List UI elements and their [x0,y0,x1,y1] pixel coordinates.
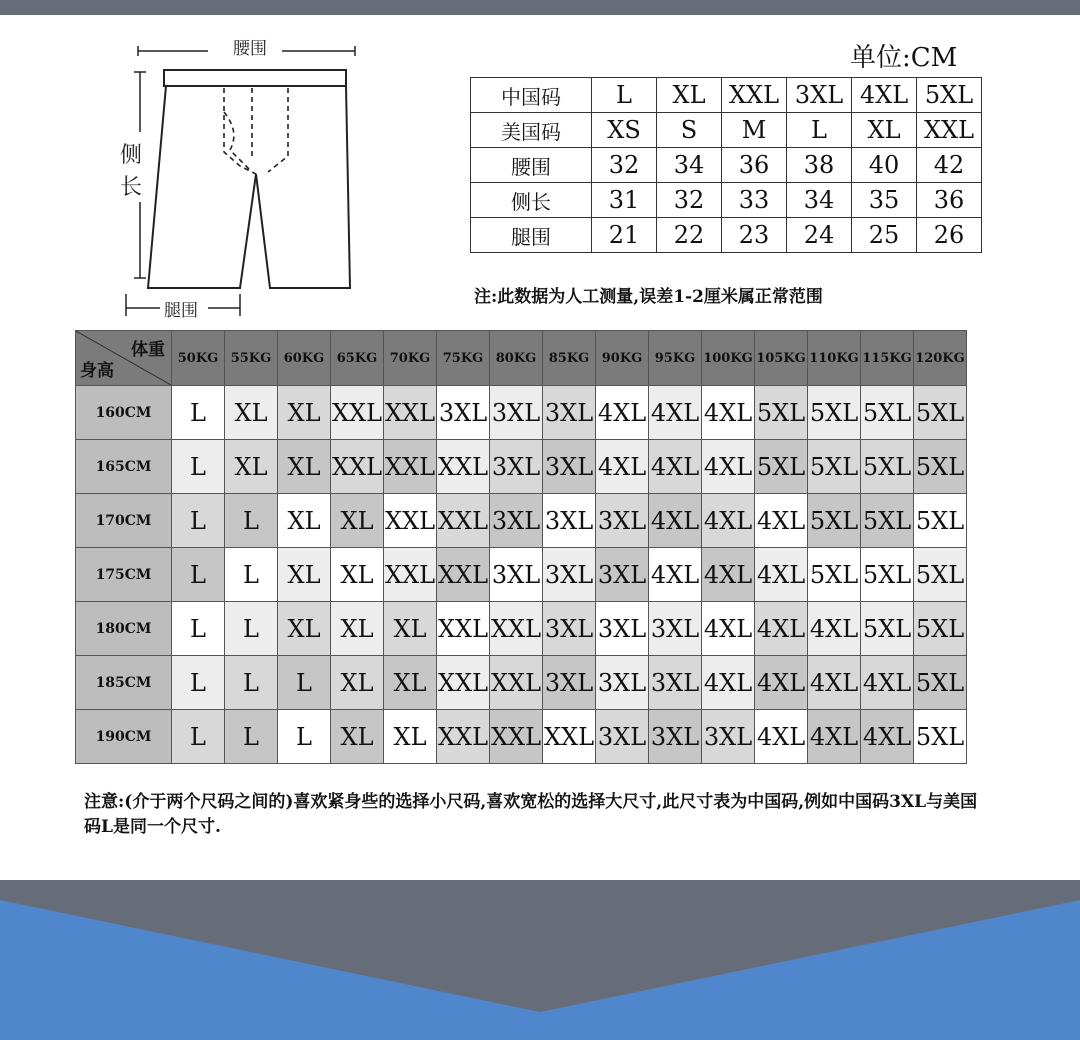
size-cell: XL [384,710,437,764]
size-cell: 4XL [649,494,702,548]
spec-cell: 24 [787,218,852,253]
size-cell: 3XL [543,386,596,440]
size-cell: XXL [490,602,543,656]
size-cell: 4XL [649,548,702,602]
size-cell: XXL [437,656,490,710]
footer-banner [0,880,1080,1040]
size-cell: 5XL [861,386,914,440]
size-cell: 3XL [649,656,702,710]
sizing-note: 注意:(介于两个尺码之间的)喜欢紧身些的选择小尺码,喜欢宽松的选择大尺寸,此尺寸表为中国码,例如中国码3XL与美国码L是同一个尺寸. [84,792,978,837]
grid-row [76,710,967,764]
size-cell: XXL [437,710,490,764]
spec-row [471,78,982,113]
size-cell: L [172,602,225,656]
size-cell: XL [278,440,331,494]
size-cell: 5XL [808,440,861,494]
grid-row [76,602,967,656]
shorts-diagram [100,32,360,332]
corner-weight-label: 体重 [131,340,165,360]
height-header: 165CM [76,440,172,494]
size-cell: 5XL [914,602,967,656]
size-cell: XL [331,494,384,548]
spec-cell: 32 [657,183,722,218]
size-cell: L [225,494,278,548]
size-cell: 4XL [649,440,702,494]
size-cell: 3XL [490,440,543,494]
size-cell: 5XL [914,710,967,764]
size-cell: 4XL [596,440,649,494]
size-cell: XXL [384,440,437,494]
size-cell: XL [278,602,331,656]
size-cell: 5XL [914,548,967,602]
size-spec-table [470,77,982,253]
spec-cell: L [592,78,657,113]
spec-row-label: 美国码 [471,113,592,148]
size-cell: 5XL [861,602,914,656]
spec-cell: 26 [917,218,982,253]
spec-cell: 34 [657,148,722,183]
spec-cell: XS [592,113,657,148]
size-cell: 4XL [596,386,649,440]
size-cell: 4XL [808,710,861,764]
size-cell: XL [278,386,331,440]
weight-header: 50KG [172,331,225,386]
spec-cell: 42 [917,148,982,183]
size-cell: 4XL [702,656,755,710]
weight-header: 115KG [861,331,914,386]
spec-cell: 35 [852,183,917,218]
size-cell: XL [225,440,278,494]
grid-row [76,440,967,494]
weight-header: 110KG [808,331,861,386]
size-cell: 3XL [596,710,649,764]
size-cell: 5XL [914,656,967,710]
size-cell: 4XL [755,548,808,602]
grid-row [76,494,967,548]
size-cell: L [172,386,225,440]
size-cell: 4XL [861,656,914,710]
size-cell: XL [331,710,384,764]
spec-row-label: 腿围 [471,218,592,253]
spec-row [471,218,982,253]
size-cell: L [172,710,225,764]
grid-row [76,386,967,440]
size-cell: XXL [543,710,596,764]
spec-cell: S [657,113,722,148]
height-header: 175CM [76,548,172,602]
size-cell: L [278,710,331,764]
size-cell: 5XL [755,440,808,494]
size-cell: XXL [437,440,490,494]
spec-cell: 33 [722,183,787,218]
size-cell: XL [384,602,437,656]
size-cell: L [278,656,331,710]
spec-cell: 22 [657,218,722,253]
size-cell: 4XL [702,548,755,602]
size-cell: XL [225,386,278,440]
spec-cell: 34 [787,183,852,218]
size-cell: 4XL [755,710,808,764]
height-header: 180CM [76,602,172,656]
size-cell: L [225,602,278,656]
spec-row-label: 腰围 [471,148,592,183]
size-cell: 5XL [861,440,914,494]
size-cell: XXL [437,548,490,602]
size-cell: 3XL [596,494,649,548]
spec-cell: XL [852,113,917,148]
spec-row [471,183,982,218]
size-cell: 3XL [649,602,702,656]
size-cell: XL [384,656,437,710]
spec-row [471,113,982,148]
size-cell: XXL [490,710,543,764]
grid-row [76,548,967,602]
height-header: 185CM [76,656,172,710]
size-cell: XXL [437,494,490,548]
size-cell: XXL [437,602,490,656]
size-cell: 3XL [490,494,543,548]
weight-header: 80KG [490,331,543,386]
size-cell: 4XL [702,602,755,656]
size-cell: 4XL [861,710,914,764]
spec-cell: XL [657,78,722,113]
weight-header: 65KG [331,331,384,386]
grid-row [76,656,967,710]
spec-cell: 23 [722,218,787,253]
size-cell: 3XL [543,494,596,548]
thigh-label: 腿围 [164,301,198,321]
side-label-1: 侧 [120,143,143,168]
spec-cell: L [787,113,852,148]
corner-height-label: 身高 [80,361,114,381]
measurement-note: 注:此数据为人工测量,误差1-2厘米属正常范围 [474,287,823,307]
size-cell: L [172,440,225,494]
size-cell: 3XL [490,548,543,602]
weight-header: 100KG [702,331,755,386]
top-bar [0,0,1080,15]
unit-label: 单位:CM [850,43,958,73]
size-cell: 3XL [596,602,649,656]
size-cell: 3XL [702,710,755,764]
size-cell: 4XL [702,494,755,548]
size-cell: 4XL [755,494,808,548]
height-header: 160CM [76,386,172,440]
size-cell: 4XL [702,386,755,440]
size-cell: XL [331,548,384,602]
size-cell: XXL [384,494,437,548]
spec-cell: 5XL [917,78,982,113]
size-cell: XXL [490,656,543,710]
spec-cell: 4XL [852,78,917,113]
size-cell: 5XL [914,440,967,494]
size-cell: XL [331,656,384,710]
grid-corner [76,331,172,386]
size-cell: 4XL [649,386,702,440]
waist-label: 腰围 [233,39,267,59]
size-cell: 5XL [808,494,861,548]
weight-header: 105KG [755,331,808,386]
size-recommendation-grid [75,330,967,764]
height-header: 190CM [76,710,172,764]
spec-cell: XXL [722,78,787,113]
size-cell: L [172,656,225,710]
size-cell: 5XL [914,494,967,548]
spec-cell: 3XL [787,78,852,113]
size-cell: XXL [384,386,437,440]
size-cell: 5XL [755,386,808,440]
size-cell: 3XL [596,548,649,602]
weight-header: 95KG [649,331,702,386]
size-cell: 3XL [596,656,649,710]
size-cell: 5XL [808,548,861,602]
weight-header: 120KG [914,331,967,386]
size-cell: 3XL [437,386,490,440]
size-cell: XXL [331,386,384,440]
weight-header: 85KG [543,331,596,386]
spec-cell: 31 [592,183,657,218]
spec-cell: 40 [852,148,917,183]
height-header: 170CM [76,494,172,548]
size-cell: XXL [384,548,437,602]
size-cell: L [172,494,225,548]
size-cell: XL [278,548,331,602]
size-cell: 4XL [755,656,808,710]
size-cell: 5XL [861,494,914,548]
size-cell: 5XL [861,548,914,602]
size-cell: 4XL [702,440,755,494]
size-cell: 3XL [490,386,543,440]
size-cell: 5XL [808,386,861,440]
spec-row-label: 中国码 [471,78,592,113]
spec-cell: 25 [852,218,917,253]
size-cell: 3XL [543,602,596,656]
spec-cell: 32 [592,148,657,183]
spec-cell: XXL [917,113,982,148]
spec-cell: 36 [722,148,787,183]
size-cell: 3XL [543,548,596,602]
size-cell: L [225,656,278,710]
size-cell: L [225,548,278,602]
size-cell: 3XL [649,710,702,764]
size-cell: XXL [331,440,384,494]
spec-cell: 38 [787,148,852,183]
size-cell: L [172,548,225,602]
spec-cell: 36 [917,183,982,218]
size-cell: 5XL [914,386,967,440]
size-cell: XL [331,602,384,656]
side-label-2: 长 [120,175,143,200]
weight-header: 70KG [384,331,437,386]
spec-row [471,148,982,183]
size-cell: L [225,710,278,764]
spec-row-label: 侧长 [471,183,592,218]
weight-header: 75KG [437,331,490,386]
weight-header: 55KG [225,331,278,386]
grid-header-row [76,331,967,386]
size-cell: 4XL [808,656,861,710]
size-cell: 3XL [543,440,596,494]
weight-header: 60KG [278,331,331,386]
weight-header: 90KG [596,331,649,386]
size-cell: 4XL [755,602,808,656]
size-cell: 3XL [543,656,596,710]
spec-cell: 21 [592,218,657,253]
spec-cell: M [722,113,787,148]
size-cell: 4XL [808,602,861,656]
size-cell: XL [278,494,331,548]
